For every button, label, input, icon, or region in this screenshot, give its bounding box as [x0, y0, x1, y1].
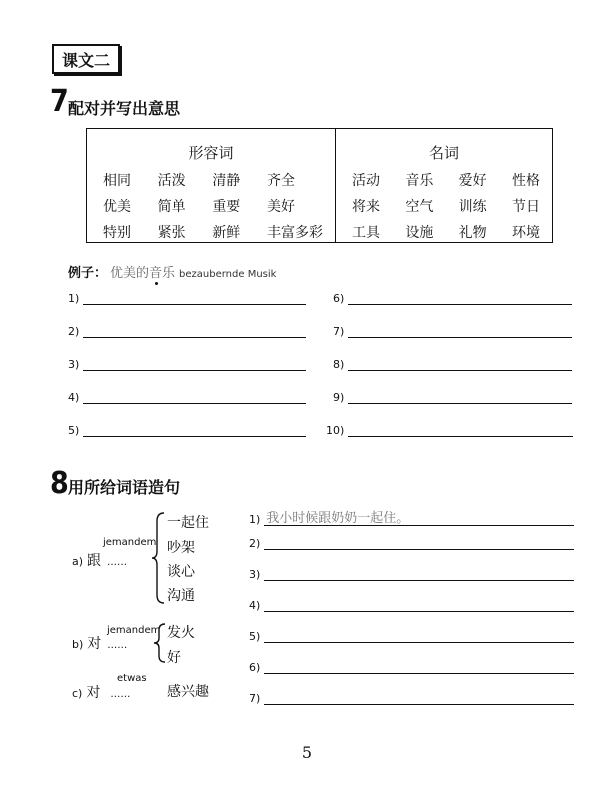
- exercise-7-title: 配对并写出意思: [68, 99, 181, 118]
- emphasis-dot: [155, 282, 158, 285]
- note-jemandem: jemandem: [103, 537, 157, 548]
- noun-word: 节日: [511, 199, 540, 215]
- answer-line[interactable]: [83, 325, 306, 338]
- answer-row: [68, 424, 306, 437]
- word-table: [86, 128, 553, 243]
- adjective-word: 紧张: [157, 225, 186, 241]
- answer-number: 6): [333, 292, 345, 305]
- adjective-word: 优美: [103, 199, 131, 215]
- answer-row: [68, 325, 306, 338]
- answer-row: [333, 292, 572, 305]
- noun-word: 音乐: [405, 173, 434, 189]
- option-word: 感兴趣: [167, 684, 209, 700]
- nouns-column: [336, 129, 553, 243]
- answer-row: [68, 358, 306, 371]
- adjective-word: 清静: [212, 173, 241, 189]
- adjectives-header: 形容词: [188, 144, 234, 162]
- item-label: a): [72, 555, 84, 568]
- exercise-8-title: 用所给词语造句: [68, 478, 181, 497]
- exercise-8-number: 8: [50, 466, 69, 501]
- item-label: b): [72, 638, 84, 651]
- example-german: bezaubernde Musik: [179, 269, 277, 280]
- sentence-line[interactable]: [264, 692, 574, 705]
- answer-line[interactable]: [348, 292, 572, 305]
- answer-number: 8): [333, 358, 345, 371]
- sentence-line[interactable]: [264, 599, 574, 612]
- answer-row: [68, 391, 306, 404]
- noun-word: 活动: [352, 173, 380, 189]
- option-word: 吵架: [167, 540, 195, 556]
- item-a: [72, 550, 127, 570]
- sentence-line[interactable]: [264, 568, 574, 581]
- adjective-word: 重要: [212, 199, 241, 215]
- brace-icon: [152, 622, 168, 664]
- sentence-number: 2): [249, 537, 261, 550]
- example: [68, 262, 276, 281]
- answer-number: 1): [68, 292, 80, 305]
- answer-number: 2): [68, 325, 80, 338]
- sentence-row: [249, 661, 574, 674]
- sentence-row: [249, 568, 574, 581]
- noun-word: 训练: [458, 199, 487, 215]
- answer-line[interactable]: [348, 424, 573, 437]
- adjective-word: 齐全: [266, 173, 295, 189]
- example-chinese: 优美的音乐: [110, 266, 176, 281]
- answer-line[interactable]: [348, 391, 572, 404]
- adjectives-column: [87, 129, 336, 243]
- answer-line[interactable]: [348, 358, 572, 371]
- sentence-line[interactable]: [264, 506, 574, 526]
- sentence-row: [249, 630, 574, 643]
- answer-number: 9): [333, 391, 345, 404]
- item-verb: 对: [87, 636, 102, 652]
- option-word: 发火: [167, 625, 195, 641]
- sentence-row: [249, 692, 574, 705]
- answer-line[interactable]: [83, 358, 306, 371]
- noun-word: 设施: [405, 225, 434, 241]
- answer-line[interactable]: [83, 292, 306, 305]
- answer-number: 5): [68, 424, 80, 437]
- page-number: 5: [301, 743, 313, 762]
- answer-number: 10): [326, 424, 345, 437]
- sentence-number: 1): [249, 513, 261, 526]
- exercise-7-number: 7: [50, 84, 69, 119]
- answer-number: 3): [68, 358, 80, 371]
- answer-line[interactable]: [83, 424, 306, 437]
- sentence-line[interactable]: [264, 630, 574, 643]
- answer-row: [333, 391, 572, 404]
- sentence-number: 6): [249, 661, 261, 674]
- noun-word: 礼物: [458, 225, 487, 241]
- adjective-word: 丰富多彩: [266, 225, 323, 241]
- item-dots: ……: [107, 557, 128, 568]
- noun-word: 将来: [352, 199, 380, 215]
- adjective-word: 活泼: [157, 173, 186, 189]
- brace-icon: [150, 511, 168, 605]
- option-word: 沟通: [167, 588, 195, 604]
- adjective-word: 美好: [266, 199, 295, 215]
- sentence-row: [249, 506, 574, 526]
- item-dots: ……: [107, 640, 128, 651]
- answer-row: [326, 424, 573, 437]
- note-etwas: etwas: [117, 673, 147, 684]
- answer-row: [68, 292, 306, 305]
- answer-line[interactable]: [83, 391, 306, 404]
- adjective-word: 相同: [103, 173, 131, 189]
- lesson-tag: 课文二: [52, 44, 120, 74]
- sentence-line[interactable]: [264, 661, 574, 674]
- item-b: [72, 633, 127, 653]
- nouns-header: 名词: [428, 144, 459, 162]
- item-dots: ……: [110, 689, 131, 700]
- adjective-word: 新鲜: [212, 225, 241, 241]
- answer-row: [333, 358, 572, 371]
- item-verb: 对: [86, 685, 101, 701]
- adjective-word: 特别: [103, 225, 131, 241]
- answer-number: 7): [333, 325, 345, 338]
- sentence-number: 5): [249, 630, 261, 643]
- noun-word: 爱好: [458, 173, 487, 189]
- note-jemandem: jemandem: [107, 625, 161, 636]
- option-word: 好: [167, 650, 181, 666]
- sentence-row: [249, 599, 574, 612]
- adjective-word: 简单: [157, 199, 186, 215]
- example-label: 例子：: [68, 266, 108, 281]
- option-word: 一起住: [167, 515, 209, 531]
- noun-word: 空气: [405, 199, 434, 215]
- sentence-number: 4): [249, 599, 261, 612]
- noun-word: 性格: [511, 173, 540, 189]
- answer-line[interactable]: [348, 325, 572, 338]
- sample-answer: 我小时候跟奶奶一起住。: [266, 511, 410, 526]
- noun-word: 环境: [511, 225, 540, 241]
- item-c: [72, 682, 130, 702]
- sentence-line[interactable]: [264, 537, 574, 550]
- sentence-number: 7): [249, 692, 261, 705]
- option-word: 谈心: [167, 564, 195, 580]
- item-verb: 跟: [87, 553, 102, 569]
- sentence-row: [249, 537, 574, 550]
- answer-number: 4): [68, 391, 80, 404]
- noun-word: 工具: [352, 225, 380, 241]
- item-label: c): [72, 687, 83, 700]
- sentence-number: 3): [249, 568, 261, 581]
- answer-row: [333, 325, 572, 338]
